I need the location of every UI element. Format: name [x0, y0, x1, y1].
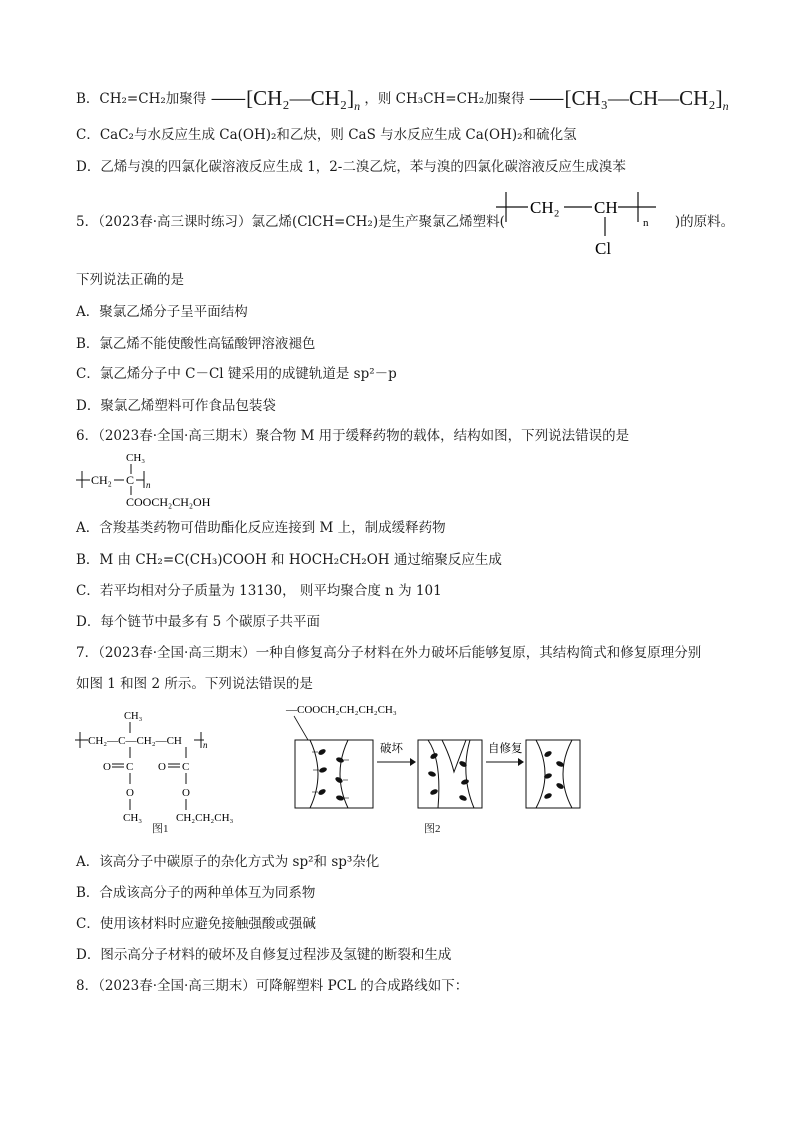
q5-option-d: D．聚氯乙烯塑料可作食品包装袋: [76, 398, 276, 414]
q5-option-a: A．聚氯乙烯分子呈平面结构: [76, 304, 248, 320]
figure2-caption: 图2: [424, 823, 441, 835]
q6-stem: 6．（2023春·全国·高三期末）聚合物 M 用于缓释药物的载体，结构如图，下列说法错误的是: [76, 428, 630, 444]
q5-stem-suffix: )的原料。: [674, 214, 735, 230]
fig1-o1: O: [103, 761, 111, 773]
q8-stem: 8．（2023春·全国·高三期末）可降解塑料 PCL 的合成路线如下：: [76, 978, 469, 994]
figure2-repair-diagram: [282, 700, 582, 816]
q4-option-b: [76, 86, 729, 114]
pvc-ch2: CH₂: [530, 198, 560, 217]
m-c: C: [126, 473, 135, 487]
q6-option-c: C．若平均相对分子质量为 13130， 则平均聚合度 n 为 101: [76, 583, 442, 599]
fig2-repair-label: 自修复: [488, 743, 523, 755]
q7-option-c: C．使用该材料时应避免接触强酸或强碱: [76, 916, 316, 932]
q5-stem-prefix: 5．（2023春·高三课时练习）氯乙烯(ClCH=CH₂)是生产聚氯乙烯塑料(: [76, 214, 505, 230]
fig1-o4: O: [182, 787, 190, 799]
m-ch3: CH₃: [126, 452, 146, 464]
q6-option-d: D．每个链节中最多有 5 个碳原子共平面: [76, 614, 320, 630]
fig1-n: n: [203, 740, 208, 750]
figure1-caption: 图1: [152, 823, 169, 835]
q7-option-d: D．图示高分子材料的破坏及自修复过程涉及氢键的断裂和生成: [76, 947, 452, 963]
polymer-m-structure-figure: [74, 448, 244, 514]
fig1-o3: O: [126, 787, 134, 799]
fig1-c2: C: [182, 761, 190, 773]
fig1-ch3-bottom: CH₃: [123, 812, 143, 824]
m-ester-group: COOCH₂CH₂OH: [126, 495, 211, 509]
q6-option-a: A．含羧基类药物可借助酯化反应连接到 M 上，制成缓释药物: [76, 520, 446, 536]
fig2-break-label: 破坏: [380, 743, 403, 755]
q7-stem-line2: 如图 1 和图 2 所示。下列说法错误的是: [76, 676, 313, 692]
m-n: n: [146, 480, 151, 490]
q6-option-b: B．M 由 CH₂=C(CH₃)COOH 和 HOCH₂CH₂OH 通过缩聚反应生成: [76, 552, 502, 568]
fig2-ester-group: —COOCH₂CH₂CH₂CH₃: [286, 704, 397, 716]
pvc-ch: CH: [594, 198, 618, 217]
q4-option-c: C．CaC₂与水反应生成 Ca(OH)₂和乙炔，则 CaS 与水反应生成 Ca(OH)₂和硫化氢: [76, 127, 577, 143]
polyethylene-formula: $⸺[CH_2—CH_2]_n$: [210, 86, 361, 114]
figure1-structure: [74, 706, 274, 830]
pvc-cl: Cl: [595, 239, 612, 258]
fig1-c1: C: [126, 761, 134, 773]
pvc-n: n: [643, 217, 649, 229]
q4-option-b-middle: ，则 CH₃CH=CH₂加聚得: [364, 91, 525, 107]
fig1-o2: O: [158, 761, 166, 773]
fig1-main-chain: CH₂—C—CH₂—CH: [88, 735, 182, 747]
fig1-ch3-top: CH₃: [124, 711, 143, 722]
q4-option-d: D．乙烯与溴的四氯化碳溶液反应生成 1，2-二溴乙烷，苯与溴的四氯化碳溶液反应生成溴苯: [76, 159, 626, 175]
q7-option-a: A．该高分子中碳原子的杂化方式为 sp²和 sp³杂化: [76, 854, 380, 870]
m-ch2: CH₂: [91, 473, 112, 487]
fig1-butyl: CH₂CH₂CH₃: [176, 812, 234, 824]
q4-option-b-prefix: B．CH₂=CH₂加聚得: [76, 91, 207, 107]
q7-stem-line1: 7．（2023春·全国·高三期末）一种自修复高分子材料在外力破坏后能够复原，其结构简式和修复原理分别: [76, 645, 702, 661]
pvc-structure-figure: [488, 186, 668, 262]
polypropylene-formula: $⸺[CH_3—CH—CH_2]_n$: [528, 86, 729, 114]
q5-question: 下列说法正确的是: [76, 272, 184, 288]
q7-option-b: B．合成该高分子的两种单体互为同系物: [76, 885, 316, 901]
q5-option-b: B．氯乙烯不能使酸性高锰酸钾溶液褪色: [76, 336, 316, 352]
q5-option-c: C．氯乙烯分子中 C－Cl 键采用的成键轨道是 sp²－p: [76, 366, 397, 382]
